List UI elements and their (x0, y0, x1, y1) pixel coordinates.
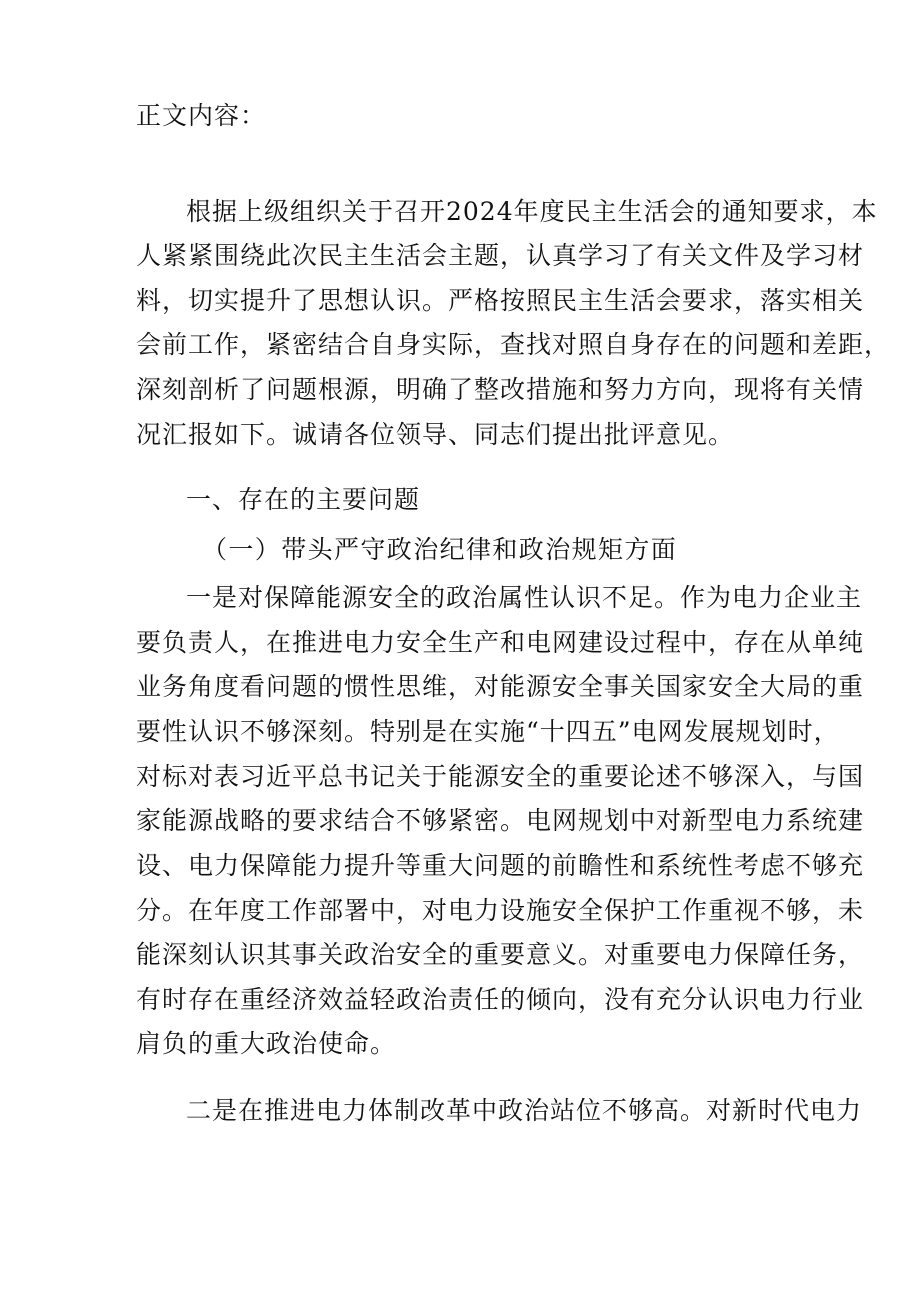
subsection-heading: （一）带头严守政治纪律和政治规矩方面 (202, 535, 678, 564)
point-one-line-5: 对标对表习近平总书记关于能源安全的重要论述不够深入，与国 (136, 762, 865, 791)
point-two-line-1: 二是在推进电力体制改革中政治站位不够高。对新时代电力 (186, 1096, 863, 1125)
intro-line-2: 人紧紧围绕此次民主生活会主题，认真学习了有关文件及学习材 (136, 241, 865, 270)
point-one-line-2: 要负责人，在推进电力安全生产和电网建设过程中，存在从单纯 (136, 628, 865, 657)
point-one-line-11: 肩负的重大政治使命。 (136, 1029, 397, 1058)
intro-line-1: 根据上级组织关于召开2024年度民主生活会的通知要求，本 (186, 197, 878, 226)
point-one-line-6: 家能源战略的要求结合不够紧密。电网规划中对新型电力系统建 (136, 806, 865, 835)
point-one-line-10: 有时存在重经济效益轻政治责任的倾向，没有充分认识电力行业 (136, 985, 865, 1014)
intro-line-3: 料，切实提升了思想认识。严格按照民主生活会要求，落实相关 (136, 286, 865, 315)
intro-line-5: 深刻剖析了问题根源，明确了整改措施和努力方向，现将有关情 (136, 375, 865, 404)
content-label: 正文内容： (136, 101, 267, 130)
point-one-line-9: 能深刻认识其事关政治安全的重要意义。对重要电力保障任务， (136, 940, 865, 969)
point-one-line-1: 一是对保障能源安全的政治属性认识不足。作为电力企业主 (186, 583, 863, 612)
point-one-line-7: 设、电力保障能力提升等重大问题的前瞻性和系统性考虑不够充 (136, 851, 865, 880)
section-heading: 一、存在的主要问题 (186, 485, 421, 514)
point-one-line-3: 业务角度看问题的惯性思维，对能源安全事关国家安全大局的重 (136, 672, 865, 701)
point-one-line-4: 要性认识不够深刻。特别是在实施“十四五”电网发展规划时， (136, 717, 840, 746)
intro-line-6: 况汇报如下。诚请各位领导、同志们提出批评意见。 (136, 420, 735, 449)
intro-line-4: 会前工作，紧密结合自身实际，查找对照自身存在的问题和差距， (136, 330, 891, 359)
point-one-line-8: 分。在年度工作部署中，对电力设施安全保护工作重视不够，未 (136, 896, 865, 925)
